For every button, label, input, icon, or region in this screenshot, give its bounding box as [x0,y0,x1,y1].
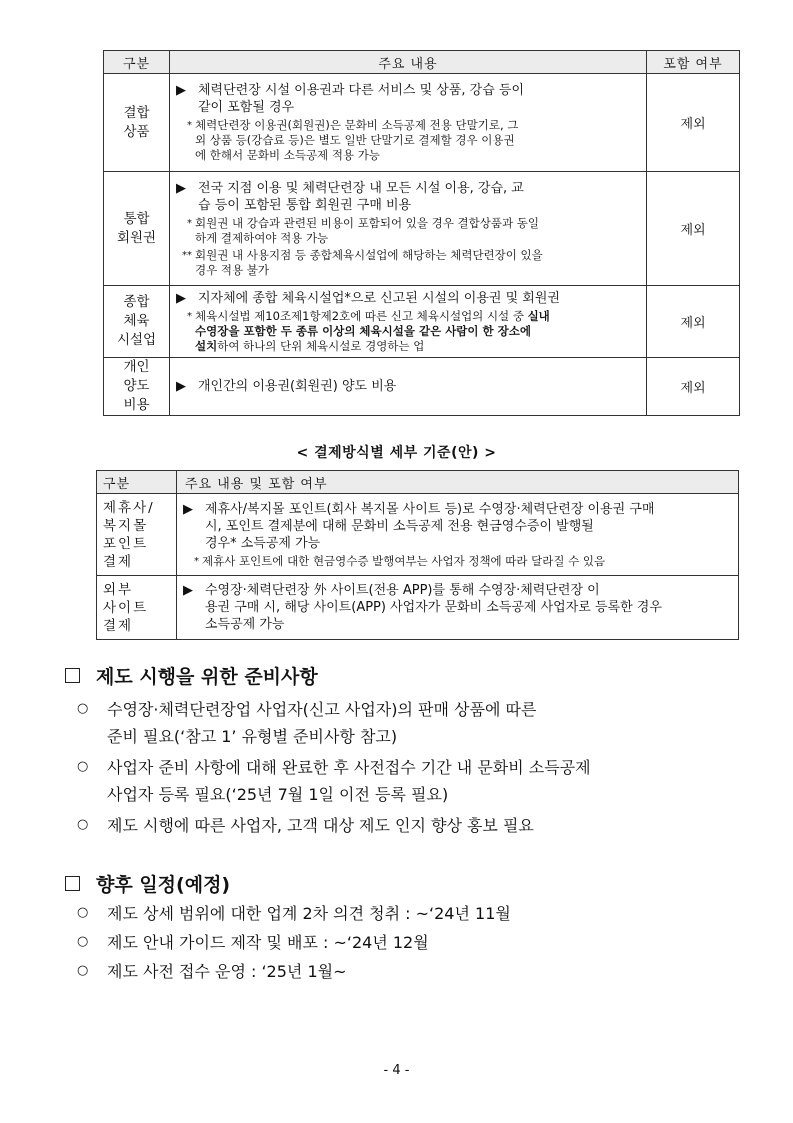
row-content: ▶ 지자체에 종합 체육시설업*으로 신고된 시설의 이용권 및 회원권 * 체육시설법 제10조제1항제2호에 따른 신고 체육시설업의 시설 중 실내 수영장을 포함한 두 종류 이상의 체육시설을 같은 사람이 한 장소에 설치하여 하나의 단위 체육시설로 경영하는 업 [170,286,647,358]
table-header-row [104,51,740,74]
triangle-bullet-icon: ▶ [176,83,186,98]
circle-bullet-icon: ○ [77,701,89,716]
row-category: 개인 양도 비용 [104,358,170,416]
circle-bullet-icon: ○ [77,934,89,949]
circle-bullet-icon: ○ [77,905,89,920]
footnote: * 체육시설법 제10조제1항제2호에 따른 신고 체육시설업의 시설 중 실내 수영장을 포함한 두 종류 이상의 체육시설을 같은 사람이 한 장소에 설치하여 하나의 단위 체육시설로 경영하는 업 [187,308,550,353]
section-heading-schedule: 향후 일정(예정) [65,870,230,897]
list-item: ○ 사업자 준비 사항에 대해 완료한 후 사전접수 기간 내 문화비 소득공제 사업자 등록 필요(‘25년 7월 1일 이전 등록 필요) [77,754,727,808]
triangle-bullet-icon: ▶ [183,501,193,517]
header-category: 구분 [97,471,177,494]
triangle-bullet-icon: ▶ [183,583,193,598]
header-main-content: 주요 내용 [170,51,647,74]
payment-criteria-title: < 결제방식별 세부 기준(안) > [296,445,497,461]
circle-bullet-icon: ○ [77,759,89,774]
list-item: ○ 제도 시행에 따른 사업자, 고객 대상 제도 인지 향상 홍보 필요 [77,812,727,839]
checkbox-square-icon [65,668,80,683]
header-content-included: 주요 내용 및 포함 여부 [177,471,739,494]
triangle-bullet-icon: ▶ [176,180,186,196]
row-content: ▶ 체력단련장 시설 이용권과 다른 서비스 및 상품, 강습 등이 같이 포함될 경우 * 체력단련장 이용권(회원권)은 문화비 소득공제 전용 단말기로, 그 외 상품 등(강습료 등)은 별도 일반 단말기로 결제할 경우 이용권 에 한해서 문화비 소득공제 적용 가능 [170,74,647,172]
table-row [104,74,740,172]
table-row [104,172,740,286]
footnote: * 회원권 내 강습과 관련된 비용이 포함되어 있을 경우 결합상품과 동일 하게 결제하여야 적용 가능 [187,215,539,245]
row-category: 종합 체육 시설업 [104,286,170,358]
row-included: 제외 [647,358,740,416]
row-content: ▶ 개인간의 이용권(회원권) 양도 비용 [170,358,647,416]
header-included: 포함 여부 [647,51,740,74]
section-heading-preparation: 제도 시행을 위한 준비사항 [65,662,318,689]
footnote: * 체력단련장 이용권(회원권)은 문화비 소득공제 전용 단말기로, 그 외 상품 등(강습료 등)은 별도 일반 단말기로 결제할 경우 이용권 에 한해서 문화비 소득공제 적용 가능 [187,118,519,162]
row-included: 제외 [647,74,740,172]
table-row [104,286,740,358]
row-category: 통합 회원권 [104,172,170,286]
row-category: 제휴사/ 복지몰 포인트 결제 [97,494,177,576]
table-row [97,576,739,640]
list-item: ○ 제도 안내 가이드 제작 및 배포 : ~‘24년 12월 [77,929,727,956]
triangle-bullet-icon: ▶ [176,290,186,306]
row-content: ▶ 제휴사/복지몰 포인트(회사 복지몰 사이트 등)로 수영장·체력단련장 이용권 구매 시, 포인트 결제분에 대해 문화비 소득공제 전용 현금영수증이 발행될 경우* 소득공제 가능 * 제휴사 포인트에 대한 현금영수증 발행여부는 사업자 정책에 따라 달라질 수 있음 [177,494,739,576]
header-category: 구분 [104,51,170,74]
circle-bullet-icon: ○ [77,963,89,978]
footnote: ** 회원권 내 사용지점 등 종합체육시설업에 해당하는 체력단련장이 있을 경우 적용 불가 [182,247,543,277]
row-category: 결합 상품 [104,74,170,172]
row-included: 제외 [647,286,740,358]
page-number: - 4 - [383,1063,410,1078]
payment-method-table [96,470,739,640]
triangle-bullet-icon: ▶ [176,379,186,394]
table-row [97,494,739,576]
footnote: * 제휴사 포인트에 대한 현금영수증 발행여부는 사업자 정책에 따라 달라질 수 있음 [194,553,606,568]
list-item: ○ 수영장·체력단련장업 사업자(신고 사업자)의 판매 상품에 따른 준비 필요(‘참고 1’ 유형별 준비사항 참고) [77,696,727,750]
row-content: ▶ 전국 지점 이용 및 체력단련장 내 모든 시설 이용, 강습, 교 습 등이 포함된 통합 회원권 구매 비용 * 회원권 내 강습과 관련된 비용이 포함되어 있을 경우 결합상품과 동일 하게 결제하여야 적용 가능 ** 회원권 내 사용지점 등 종합체육시설업에 해당하는 체력단련장이 있을 경우 적용 불가 [170,172,647,286]
list-item: ○ 제도 상세 범위에 대한 업계 2차 의견 청취 : ~‘24년 11월 [77,900,727,927]
table-row [104,358,740,416]
checkbox-square-icon [65,876,80,891]
table-header-row [97,471,739,494]
list-item: ○ 제도 사전 접수 운영 : ‘25년 1월~ [77,958,727,985]
row-content: ▶ 수영장·체력단련장 外 사이트(전용 APP)를 통해 수영장·체력단련장 이 용권 구매 시, 해당 사이트(APP) 사업자가 문화비 소득공제 사업자로 등록한 경우 소득공제 가능 [177,576,739,640]
row-included: 제외 [647,172,740,286]
circle-bullet-icon: ○ [77,817,89,832]
content-criteria-table [103,50,740,416]
row-category: 외부 사이트 결제 [97,576,177,640]
